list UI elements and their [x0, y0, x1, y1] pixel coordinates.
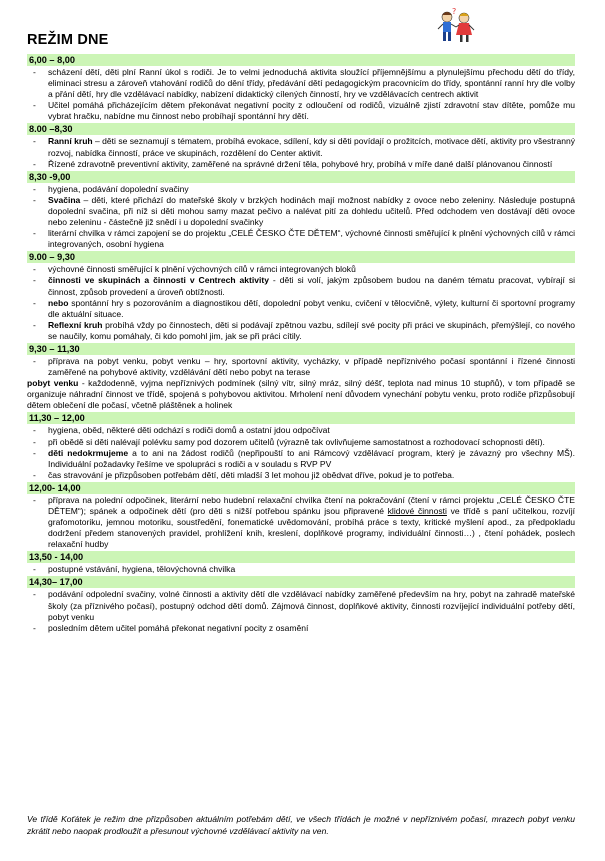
- time-header: 12,00- 14,00: [27, 482, 575, 494]
- activity-text: spontánní hry s pozorováním a diagnostikou dětí, dopolední pobyt venku, cvičení v tělocvičně, výlety, kulturní či sportovní programy dle aktuální situace.: [48, 297, 575, 319]
- activity-lead: činnosti ve skupinách a činnosti v Centrech aktivity: [48, 275, 269, 286]
- activity-list: [27, 356, 575, 411]
- activity-item: [27, 589, 575, 622]
- schedule-section: [27, 576, 575, 633]
- svg-text:?: ?: [452, 7, 457, 16]
- activity-list: [27, 425, 575, 480]
- time-header: 9,30 – 11,30: [27, 343, 575, 355]
- activity-item: [27, 136, 575, 158]
- activity-item: [27, 159, 575, 170]
- activity-text: podávání odpolední svačiny, volné činnosti a aktivity dětí dle vzdělávací nabídky zaměřené především na hry, pobyt na zahradě mateřské školy (za příznivého počasí), postupný odchod dětí domů. Zájmová činnost, doplňkové aktivity, činnosti rozvíjející individuální potřeby dětí, pobyt venku: [48, 589, 575, 622]
- activity-list: [27, 564, 575, 575]
- activity-text: postupné vstávání, hygiena, tělovýchovná chvilka: [48, 564, 236, 575]
- activity-text: – děti se seznamují s tématem, probíhá evokace, sdílení, kdy si děti povídají o prožitcích, motivace dětí, aktivity pro všestranný rozvoj, nabídka činností, práce ve skupinách, rozdělení do Center aktivit.: [48, 136, 575, 158]
- time-header: 13,50 - 14,00: [27, 551, 575, 563]
- activity-item: [27, 448, 575, 470]
- activity-text: Učitel pomáhá přicházejícím dětem překonávat negativní pocity z odloučení od rodičů, vizuálně zjistí zdravotní stav dítěte, pomůže mu vybrat hračku, nabídne mu činnost nebo probíhají spontánní hry dětí.: [48, 100, 575, 122]
- activity-text: Řízené zdravotně preventivní aktivity, zaměřené na správné držení těla, pohybové hry, probíhá v míře dané další plánovanou činností: [48, 158, 553, 169]
- activity-item: [27, 437, 575, 448]
- activity-lead: Svačina: [48, 194, 81, 205]
- activity-item: [27, 320, 575, 342]
- activity-item: [27, 564, 575, 575]
- activity-item: [27, 195, 575, 228]
- activity-item: [27, 184, 575, 195]
- activity-text: – děti, které přichází do mateřské školy v brzkých hodinách mají možnost nabídky z ovoce nebo zeleniny. Následuje postupná dopolední svačina, při níž si děti mohou samy mazat pečivo a nalévat pití za dohledu učitelů. Před odchodem ven dostávají děti ovoce nebo zeleninu - částečně již snědí i u dopolední svačinky: [48, 194, 575, 228]
- activity-list: [27, 495, 575, 550]
- activity-text-tail: ve třídě s paní učitelkou, rozvíjí grafomotoriku, jemnou motoriku, soustředění, fonematické uvědomování, probíhá práce s texty, kritické myšlení apod., za předpokladu dodržení předem stanovených pravidel, prohlížení knih, kreslení, doplňkové programy, individuální činnosti…) , čtení pohádek, poslech relaxační hudby: [48, 506, 575, 550]
- activity-item: [27, 264, 575, 275]
- schedule-section: [27, 482, 575, 550]
- activity-text: literární chvilka v rámci zapojení se do projektu „CELÉ ČESKO ČTE DĚTEM“, výchovné činnosti směřující k plnění výchovných cílů v rámci integrovaných, osobní hygiena: [48, 228, 575, 250]
- children-logo-icon: [435, 7, 477, 47]
- activity-item: [27, 425, 575, 436]
- activity-text: příprava na pobyt venku, pobyt venku – hry, sportovní aktivity, vycházky, v případě nepříznivého počasí spontánní i řízené činnosti zaměřené na pohybové aktivity, vzdělávání dětí nebo pobyt na terase: [48, 355, 575, 378]
- time-header: 8,30 -9,00: [27, 171, 575, 183]
- schedule-section: [27, 412, 575, 480]
- schedule-sections: [27, 54, 575, 634]
- schedule-section: [27, 251, 575, 342]
- time-header: 11,30 – 12,00: [27, 412, 575, 424]
- activity-text: při obědě si děti nalévají polévku samy pod dozorem učitelů (výrazně tak ovlivňujeme samostatnost a rozhodovací schopnosti dětí).: [48, 436, 545, 447]
- activity-lead: pobyt venku: [27, 378, 79, 389]
- activity-text: - děti si volí, jakým způsobem budou na daném tématu pracovat, vybírají si činnost, způsob provedení a úroveň obtížnosti.: [48, 275, 575, 297]
- activity-list: [27, 184, 575, 251]
- activity-item: [27, 100, 575, 122]
- activity-lead: Ranní kruh: [48, 136, 93, 147]
- activity-item: [27, 228, 575, 250]
- time-header: 9.00 – 9,30: [27, 251, 575, 263]
- activity-lead: Reflexní kruh: [48, 319, 103, 330]
- activity-underlined: klidové činnosti: [387, 506, 447, 516]
- activity-list: [27, 136, 575, 169]
- activity-text: scházení dětí, děti plní Ranní úkol s rodiči. Je to velmi jednoduchá aktivita sloužící příjemnějšímu a plynulejšímu přechodu dětí do třídy, eliminaci stresu a zároveň vtahování rodičů do dění třídy, předávání dětí pedagogickým pracovnicím do třídy, spontánní ranní hry dle volby a přání dětí, hry dle vzdělávací nabídky, nabízení didaktický cílených činností, hry ve vzdělávacích centrech aktivit: [48, 67, 575, 100]
- activity-item: [27, 298, 575, 320]
- activity-text: a to ani na žádost rodičů (nepřipouští to ani Rámcový vzdělávací program, který je závazný pro všechny MŠ). Individuální požadavky řešíme ve spolupráci s rodiči a v souladu s RVP PV: [48, 447, 575, 469]
- activity-item: [27, 495, 575, 550]
- schedule-section: [27, 171, 575, 251]
- page-title: REŽIM DNE: [27, 32, 109, 48]
- schedule-section: [27, 123, 575, 169]
- activity-text: výchovné činnosti směřující k plnění výchovných cílů v rámci integrovaných bloků: [48, 264, 356, 275]
- activity-list: [27, 67, 575, 122]
- activity-list: [27, 264, 575, 342]
- activity-lead: děti nedokrmujeme: [48, 447, 129, 458]
- activity-text: posledním dětem učitel pomáhá překonat negativní pocity z osamění: [48, 622, 309, 633]
- schedule-section: [27, 343, 575, 411]
- activity-text: hygiena, podávání dopolední svačiny: [48, 183, 189, 194]
- schedule-section: [27, 54, 575, 122]
- time-header: 8.00 –8,30: [27, 123, 575, 135]
- activity-item: [27, 623, 575, 634]
- activity-text: probíhá vždy po činnostech, děti si podávají zpětnou vazbu, sdílejí své pocity při práci ve skupinách, přemýšlejí, co nového se naučily, komu pomáhaly, či kdo pomohl jim, jak se při práci cítily.: [48, 319, 575, 341]
- activity-lead: nebo: [48, 297, 69, 308]
- activity-item: [27, 378, 575, 411]
- activity-text: čas stravování je přizpůsoben potřebám dětí, děti mladší 3 let mohou již obědvat dříve, pokud je to potřeba.: [48, 469, 455, 480]
- time-header: 14,30– 17,00: [27, 576, 575, 588]
- activity-text: hygiena, oběd, některé děti odchází s rodiči domů a ostatní jdou odpočívat: [48, 425, 330, 436]
- activity-list: [27, 589, 575, 633]
- time-header: 6,00 – 8,00: [27, 54, 575, 66]
- activity-item: [27, 470, 575, 481]
- activity-text: - každodenně, vyjma nepříznivých podmínek (silný vítr, silný mráz, silný déšť, teplota nad minus 10 stupňů), v tom případě se organizuje náhradní činnost ve třídě, spojená s pohybovou aktivitou. Mrholení není důvodem vynechání pobytu venku, proto rodiče přizpůsobují dětem oblečení dle počasí, včetně pláštěnek a holinek: [27, 378, 576, 411]
- activity-item: [27, 67, 575, 100]
- footer-note: Ve třídě Koťátek je režim dne přizpůsoben aktuálním potřebám dětí, ve všech třídách je možné v nepříznivém počasí, mrazech pobyt venku zkrátit nebo naopak prodloužit a přesunout výchovné vzdělávací aktivity na ven.: [27, 814, 575, 836]
- schedule-section: [27, 551, 575, 575]
- activity-text: příprava na polední odpočinek, literární nebo hudební relaxační chvilka čtení na pokračování (čtení v rámci projektu „CELÉ ČESKO ČTE DĚTEM“); spánek a odpočinek dětí (pro děti s nižší potřebou spánku jsou připravené: [48, 494, 575, 516]
- activity-item: [27, 275, 575, 297]
- activity-item: [27, 356, 575, 378]
